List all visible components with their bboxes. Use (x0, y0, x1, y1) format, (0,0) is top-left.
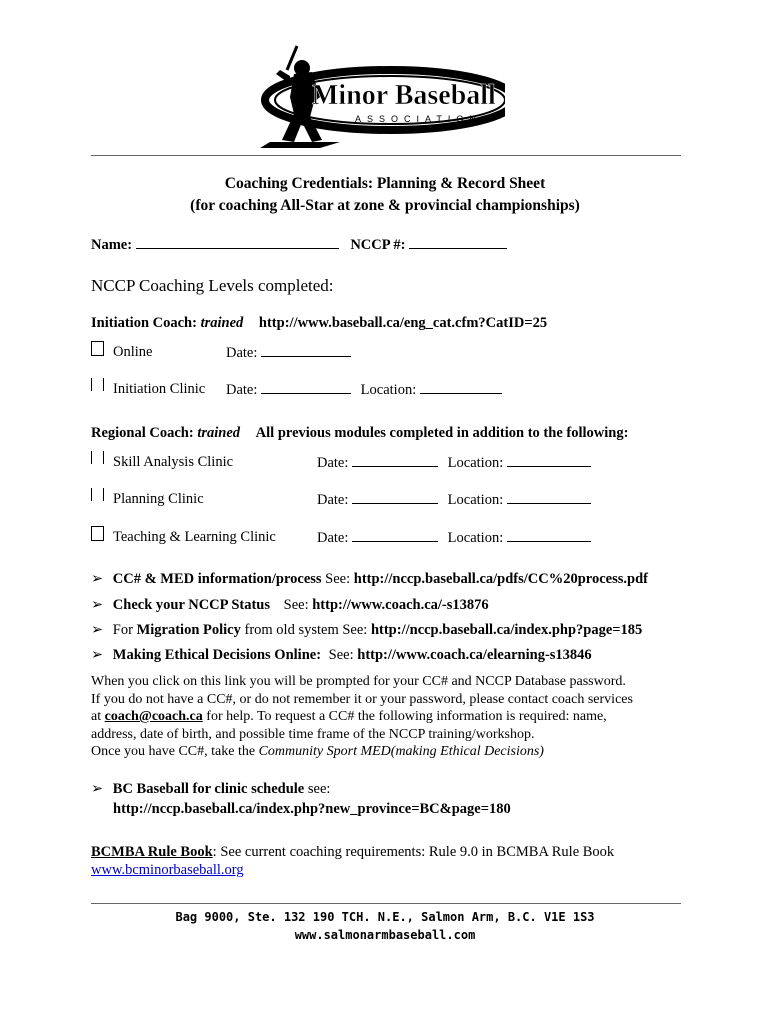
bullet-nccp-status-see: See: (283, 597, 309, 613)
bullet-migration-pre: For (112, 622, 133, 638)
header-rule (91, 155, 681, 156)
bcminorbaseball-link-text[interactable]: www.bcminorbaseball.org (91, 862, 244, 878)
bullet-cc-med-see: See: (325, 571, 351, 587)
bullet-cc-med (91, 571, 648, 588)
teaching-learning-date-field[interactable] (352, 529, 438, 542)
bullet-migration-mid: from old system See: (244, 622, 368, 638)
rulebook-text: : See current coaching requirements: Rule 9.0 in BCMBA Rule Book (212, 844, 615, 860)
bc-baseball-title: BC Baseball for clinic schedule (112, 781, 305, 797)
batter-logo-graphic (250, 42, 505, 150)
instructions-text: Once you have CC#, take the (91, 744, 256, 759)
initiation-clinic-date-field[interactable] (261, 381, 351, 394)
teaching-learning-date-label: Date: (317, 530, 349, 546)
planning-label: Planning Clinic (113, 491, 204, 507)
initiation-clinic-date-label: Date: (226, 382, 258, 398)
bullet-cc-med-title: CC# & MED information/process (112, 571, 322, 587)
instructions-line (91, 708, 691, 726)
planning-fields (317, 491, 591, 509)
instructions-line: If you do not have a CC#, or do not remember it or your password, please contact coach services (91, 691, 633, 707)
bullet-ethical-title: Making Ethical Decisions Online: (112, 647, 322, 663)
name-label: Name: (91, 237, 133, 253)
page-title: Coaching Credentials: Planning & Record Sheet (224, 175, 546, 192)
skill-analysis-date-label: Date: (317, 455, 349, 471)
skill-analysis-checkbox[interactable] (91, 451, 104, 464)
teaching-learning-checkbox[interactable] (91, 526, 104, 541)
initiation-clinic-checkbox[interactable] (91, 378, 104, 391)
bc-baseball-url[interactable]: http://nccp.baseball.ca/index.php?new_province=BC&page=180 (113, 801, 511, 817)
online-date-field[interactable] (261, 344, 351, 357)
association-logo (250, 42, 505, 150)
bullet-ethical-url[interactable]: http://www.coach.ca/elearning-s13846 (357, 647, 592, 663)
bullet-ethical-see: See: (328, 647, 354, 663)
online-date-label: Date: (226, 345, 258, 361)
initiation-clinic-label: Initiation Clinic (113, 381, 206, 397)
footer-address: Bag 9000, Ste. 132 190 TCH. N.E., Salmon Arm, B.C. V1E 1S3 (175, 910, 595, 924)
regional-note: All previous modules completed in addition to the following: (255, 425, 629, 441)
bullet-cc-med-url[interactable]: http://nccp.baseball.ca/pdfs/CC%20process.pdf (353, 571, 648, 587)
arrow-bullet-icon: ➢ (91, 571, 104, 587)
arrow-bullet-icon: ➢ (91, 781, 104, 797)
initiation-label: Initiation Coach: (91, 315, 197, 331)
initiation-url[interactable]: http://www.baseball.ca/eng_cat.cfm?CatID=25 (258, 315, 548, 331)
planning-date-field[interactable] (352, 491, 438, 504)
regional-heading (91, 425, 628, 442)
skill-analysis-fields (317, 454, 591, 472)
instructions-line (91, 743, 691, 761)
online-checkbox[interactable] (91, 341, 104, 356)
initiation-trained: trained (200, 315, 244, 331)
teaching-learning-location-label: Location: (447, 530, 504, 546)
footer-website[interactable]: www.salmonarmbaseball.com (294, 928, 476, 942)
footer-rule (91, 903, 681, 904)
skill-analysis-location-field[interactable] (507, 454, 591, 467)
logo-small-text: Salmon Arm (345, 66, 395, 76)
page-subtitle: (for coaching All-Star at zone & provincial championships) (190, 197, 580, 214)
instructions-line: address, date of birth, and possible time frame of the NCCP training/workshop. (91, 726, 535, 742)
community-sport-med: Community Sport MED(making Ethical Decisions) (258, 744, 544, 759)
initiation-clinic-location-field[interactable] (420, 381, 502, 394)
initiation-clinic-location-label: Location: (360, 382, 417, 398)
skill-analysis-date-field[interactable] (352, 454, 438, 467)
instructions-line: When you click on this link you will be prompted for your CC# and NCCP Database password. (91, 674, 626, 689)
teaching-learning-fields (317, 529, 591, 547)
bcminorbaseball-link[interactable] (91, 862, 244, 879)
levels-heading: NCCP Coaching Levels completed: (91, 276, 334, 295)
instructions-paragraph (91, 673, 691, 761)
bullet-migration (91, 622, 642, 639)
planning-location-field[interactable] (507, 491, 591, 504)
teaching-learning-location-field[interactable] (507, 529, 591, 542)
planning-date-label: Date: (317, 492, 349, 508)
bullet-migration-title: Migration Policy (136, 622, 241, 638)
bullet-nccp-status-title: Check your NCCP Status (112, 597, 271, 613)
arrow-bullet-icon: ➢ (91, 647, 104, 663)
nccp-label: NCCP #: (350, 237, 406, 253)
coach-email-link[interactable]: coach@coach.ca (104, 709, 203, 724)
online-date (226, 344, 351, 362)
rulebook-label: BCMBA Rule Book (91, 844, 213, 860)
bullet-nccp-status (91, 597, 489, 614)
initiation-clinic-date (226, 381, 502, 399)
instructions-text: at (91, 709, 102, 724)
arrow-bullet-icon: ➢ (91, 622, 104, 638)
bc-baseball-see: see: (307, 781, 331, 797)
regional-trained: trained (197, 425, 241, 441)
skill-analysis-label: Skill Analysis Clinic (113, 454, 234, 470)
online-label: Online (113, 344, 153, 360)
initiation-heading (91, 315, 547, 332)
bullet-nccp-status-url[interactable]: http://www.coach.ca/-s13876 (312, 597, 489, 613)
logo-sub-text: ASSOCIATION (355, 114, 482, 124)
skill-analysis-location-label: Location: (447, 455, 504, 471)
rulebook-line (91, 844, 614, 861)
name-field[interactable] (136, 236, 339, 249)
bullet-migration-url[interactable]: http://nccp.baseball.ca/index.php?page=185 (370, 622, 643, 638)
logo-big-text: Minor Baseball (312, 80, 496, 111)
bullet-ethical (91, 647, 592, 664)
name-row (91, 236, 507, 254)
nccp-field[interactable] (409, 236, 507, 249)
regional-label: Regional Coach: (91, 425, 194, 441)
instructions-text: for help. To request a CC# the following information is required: name, (206, 709, 607, 724)
teaching-learning-label: Teaching & Learning Clinic (113, 529, 276, 545)
planning-checkbox[interactable] (91, 488, 104, 501)
planning-location-label: Location: (447, 492, 504, 508)
bc-baseball-bullet (91, 781, 330, 798)
arrow-bullet-icon: ➢ (91, 597, 104, 613)
